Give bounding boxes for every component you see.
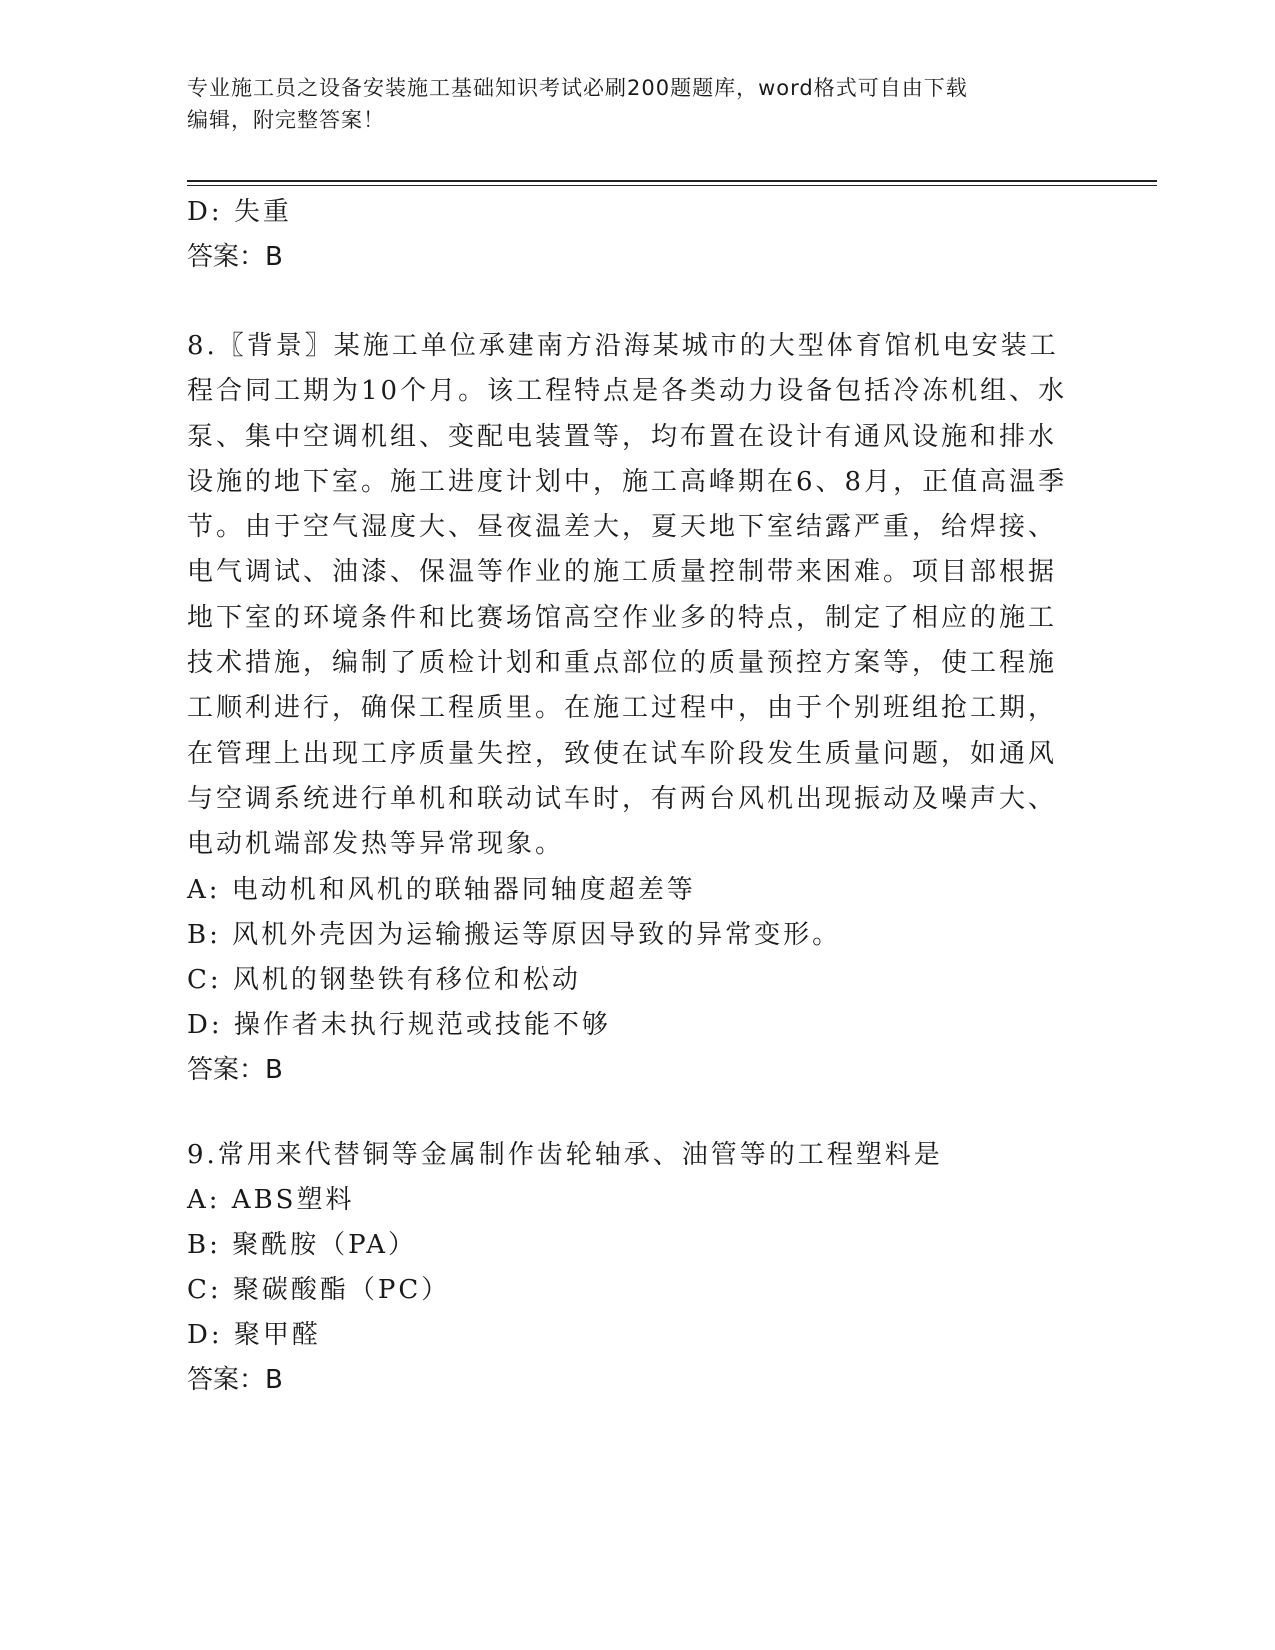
header-title-line-2: 编辑，附完整答案！ — [187, 108, 385, 132]
question-9-option-c: C: 聚碳酸酯（PC） — [187, 1274, 451, 1305]
question-8-stem-line: 设施的地下室。施工进度计划中，施工高峰期在6、8月，正值高温季 — [187, 466, 1068, 497]
question-8-stem-line: 程合同工期为10个月。该工程特点是各类动力设备包括冷冻机组、水 — [187, 376, 1068, 407]
question-8-stem-line: 在管理上出现工序质量失控，致使在试车阶段发生质量问题，如通风 — [187, 738, 1058, 769]
question-8-stem — [187, 324, 1107, 868]
question-9-answer: 答案：B — [187, 1364, 283, 1395]
question-8-stem-line: 与空调系统进行单机和联动试车时，有两台风机出现振动及噪声大、 — [187, 783, 1058, 814]
question-9-option-a: A: ABS塑料 — [187, 1184, 355, 1215]
document-header — [187, 72, 1087, 136]
header-divider-thin — [187, 185, 1157, 186]
prev-answer: 答案：B — [187, 242, 283, 272]
question-8-stem-line: 电动机端部发热等异常现象。 — [187, 829, 565, 860]
header-title-line-1: 专业施工员之设备安装施工基础知识考试必刷200题题库，word格式可自由下载 — [187, 76, 968, 100]
question-8-option-c: C: 风机的钢垫铁有移位和松动 — [187, 964, 581, 995]
question-9-stem: 9.常用来代替铜等金属制作齿轮轴承、油管等的工程塑料是 — [187, 1139, 943, 1170]
question-8-option-d: D: 操作者未执行规范或技能不够 — [187, 1009, 611, 1040]
question-8-stem-line: 工顺利进行，确保工程质里。在施工过程中，由于个别班组抢工期， — [187, 693, 1058, 724]
question-8-stem-line: 电气调试、油漆、保温等作业的施工质量控制带来困难。项目部根据 — [187, 557, 1058, 588]
question-8-answer: 答案：B — [187, 1054, 283, 1085]
prev-option-d: D: 失重 — [187, 197, 292, 227]
question-9-option-d: D: 聚甲醛 — [187, 1319, 321, 1350]
question-9-option-b: B: 聚酰胺（PA） — [187, 1229, 418, 1260]
question-8-option-b: B: 风机外壳因为运输搬运等原因导致的异常变形。 — [187, 919, 842, 950]
question-8-stem-line: 技术措施，编制了质检计划和重点部位的质量预控方案等，使工程施 — [187, 648, 1058, 679]
question-8-stem-line: 地下室的环境条件和比赛场馆高空作业多的特点，制定了相应的施工 — [187, 602, 1058, 633]
question-8-stem-line: 节。由于空气湿度大、昼夜温差大，夏天地下室结露严重，给焊接、 — [187, 512, 1058, 543]
header-divider-thick — [187, 180, 1157, 182]
document-body — [187, 190, 1107, 1403]
question-8-option-a: A: 电动机和风机的联轴器同轴度超差等 — [187, 874, 696, 905]
question-8-stem-line: 泵、集中空调机组、变配电装置等，均布置在设计有通风设施和排水 — [187, 421, 1058, 452]
question-8-stem-line: 8.〖背景〗某施工单位承建南方沿海某城市的大型体育馆机电安装工 — [187, 331, 1059, 361]
